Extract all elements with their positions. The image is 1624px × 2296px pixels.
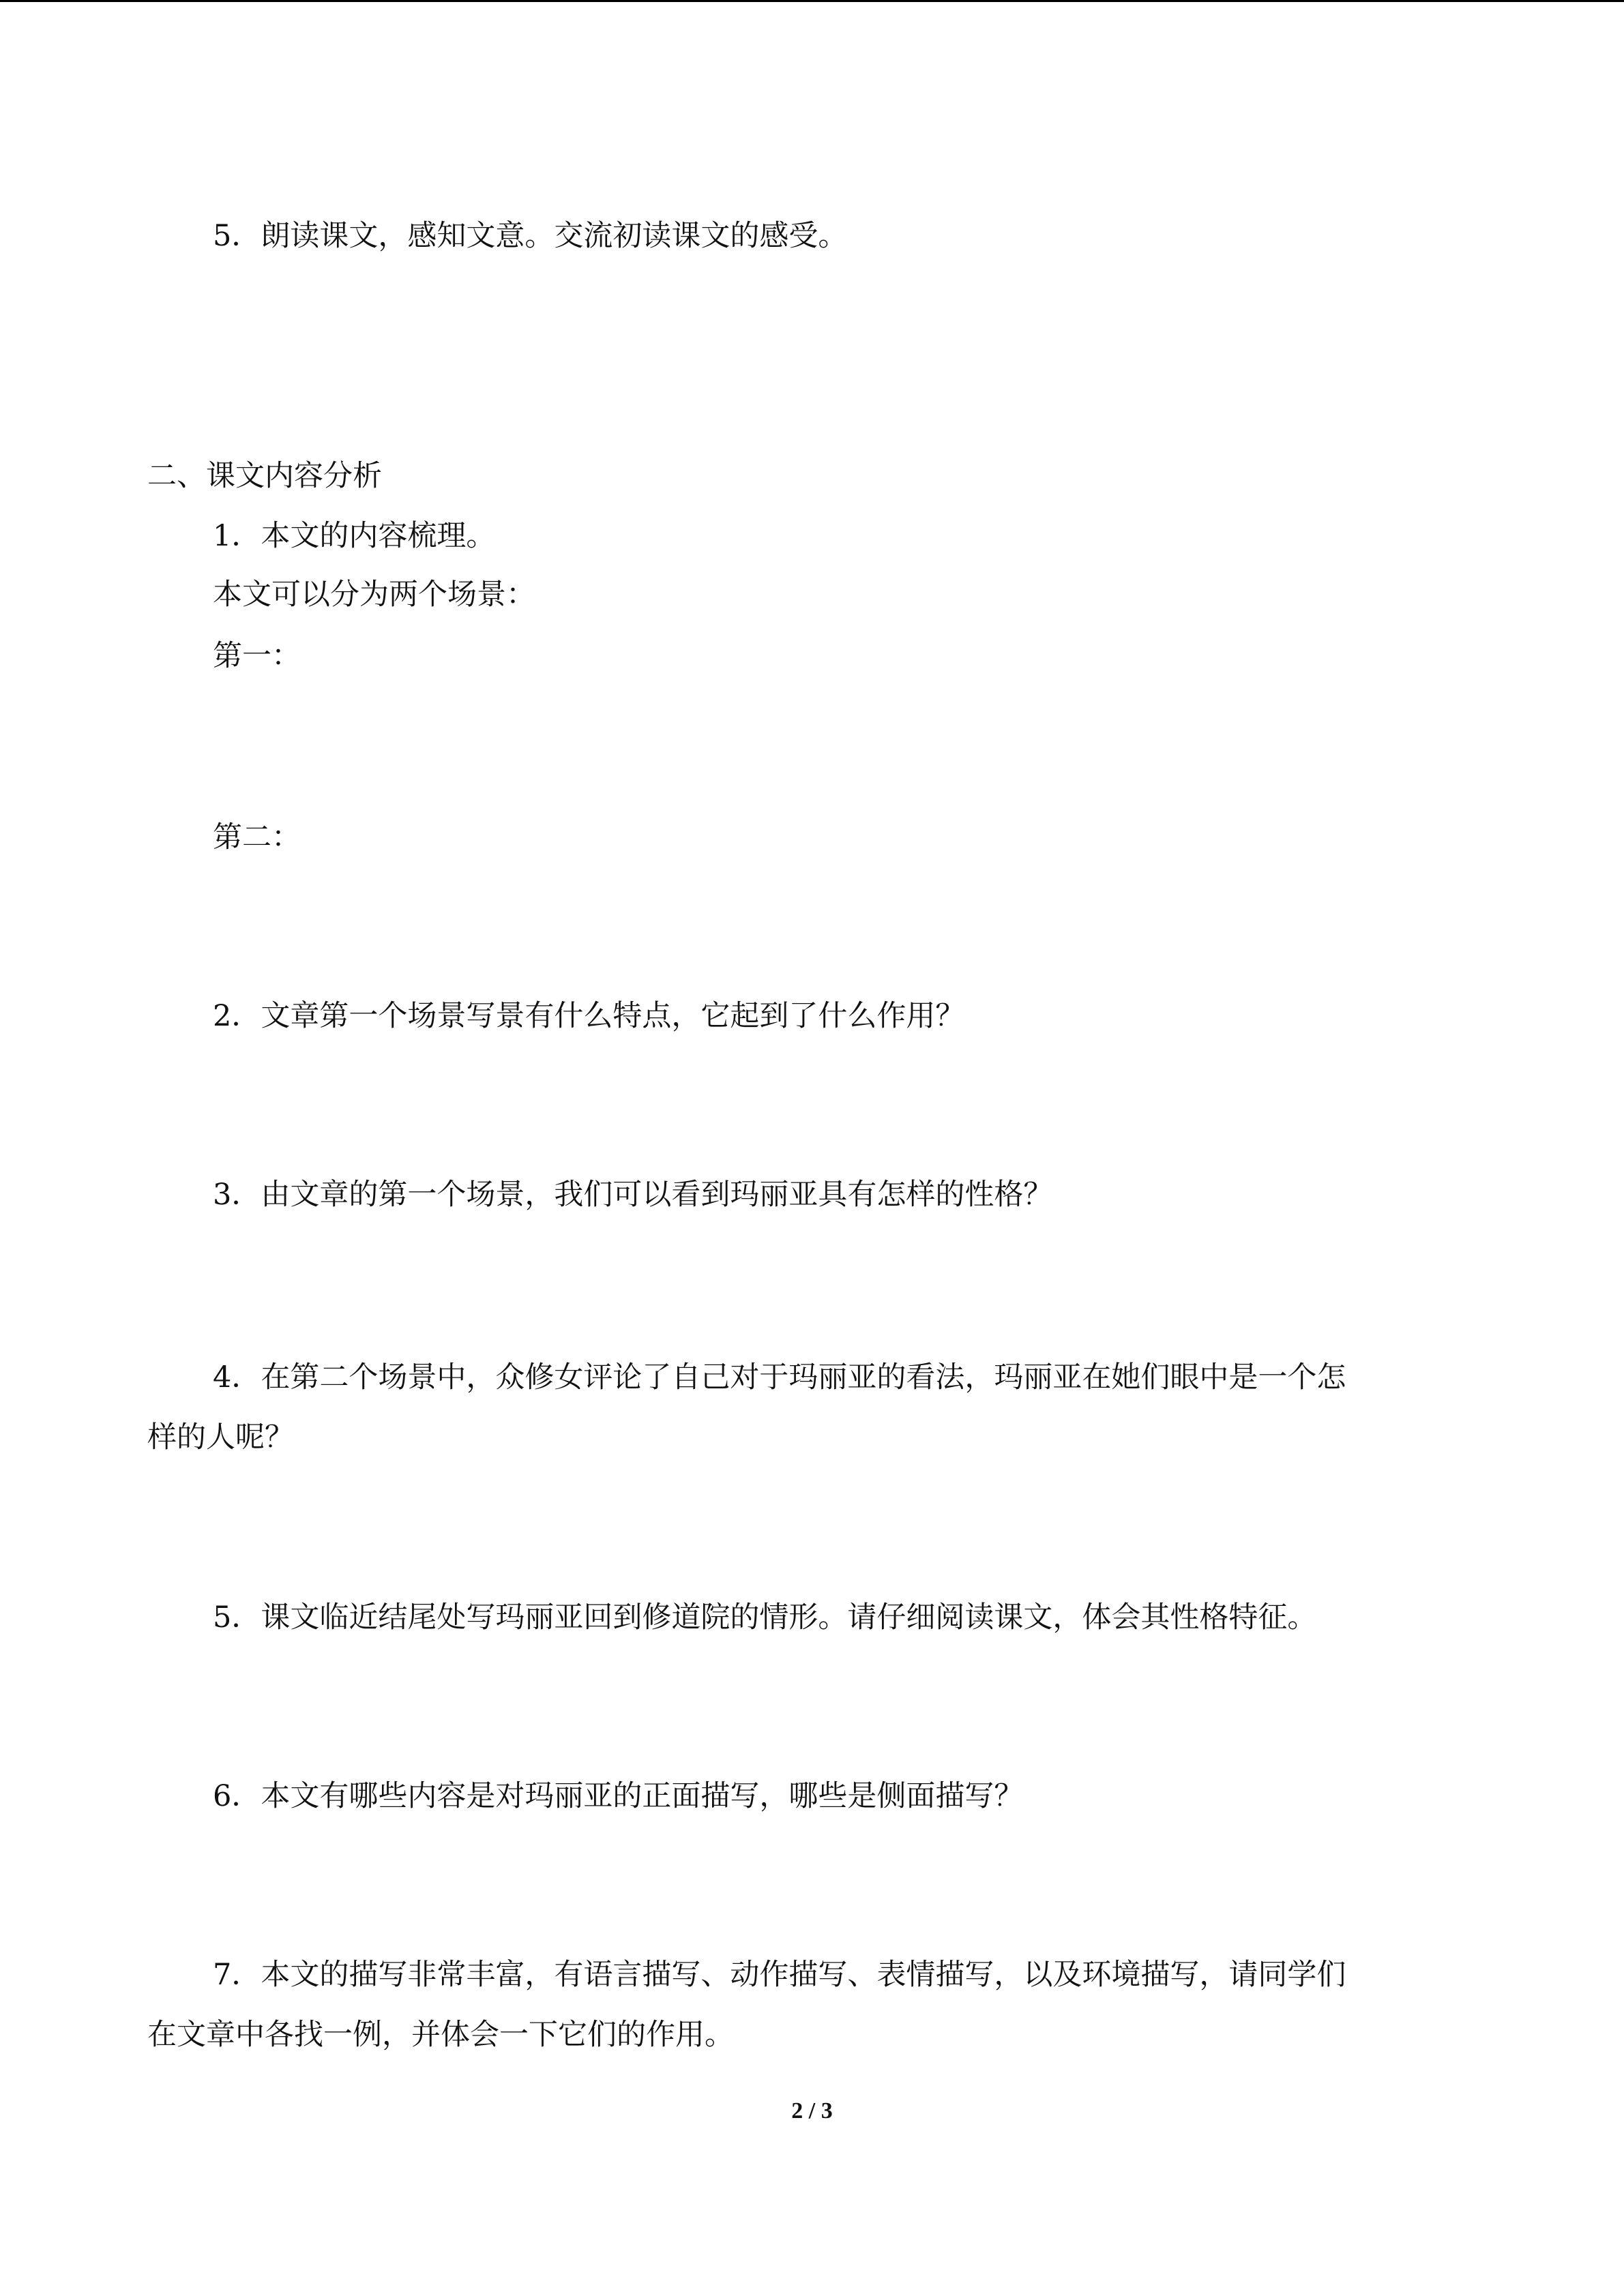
question-7-description-types-line1: 7．本文的描写非常丰富，有语言描写、动作描写、表情描写，以及环境描写，请同学们	[213, 1958, 1346, 1992]
question-4-nuns-opinion-line1: 4．在第二个场景中，众修女评论了自己对于玛丽亚的看法，玛丽亚在她们眼中是一个怎	[213, 1360, 1346, 1395]
question-2-scenery-features: 2．文章第一个场景写景有什么特点，它起到了什么作用？	[213, 999, 965, 1033]
question-5-return-to-abbey: 5．课文临近结尾处写玛丽亚回到修道院的情形。请仔细阅读课文，体会其性格特征。	[213, 1600, 1317, 1635]
two-scenes-statement: 本文可以分为两个场景：	[213, 578, 535, 612]
question-4-nuns-opinion-line2: 样的人呢？	[147, 1420, 294, 1455]
question-3-maria-character: 3．由文章的第一个场景，我们可以看到玛丽亚具有怎样的性格？	[213, 1178, 1053, 1212]
top-border-line	[0, 0, 1624, 2]
question-1-content-outline: 1．本文的内容梳理。	[213, 519, 496, 553]
section-heading-content-analysis: 二、课文内容分析	[147, 459, 382, 493]
exercise-item-5-read-aloud: 5．朗读课文，感知文意。交流初读课文的感受。	[213, 219, 848, 253]
page-number: 2 / 3	[791, 2098, 833, 2123]
question-7-description-types-line2: 在文章中各找一例，并体会一下它们的作用。	[147, 2018, 734, 2052]
question-6-direct-indirect-description: 6．本文有哪些内容是对玛丽亚的正面描写，哪些是侧面描写？	[213, 1779, 1024, 1813]
scene-two-label: 第二：	[213, 820, 301, 854]
scene-one-label: 第一：	[213, 639, 301, 673]
